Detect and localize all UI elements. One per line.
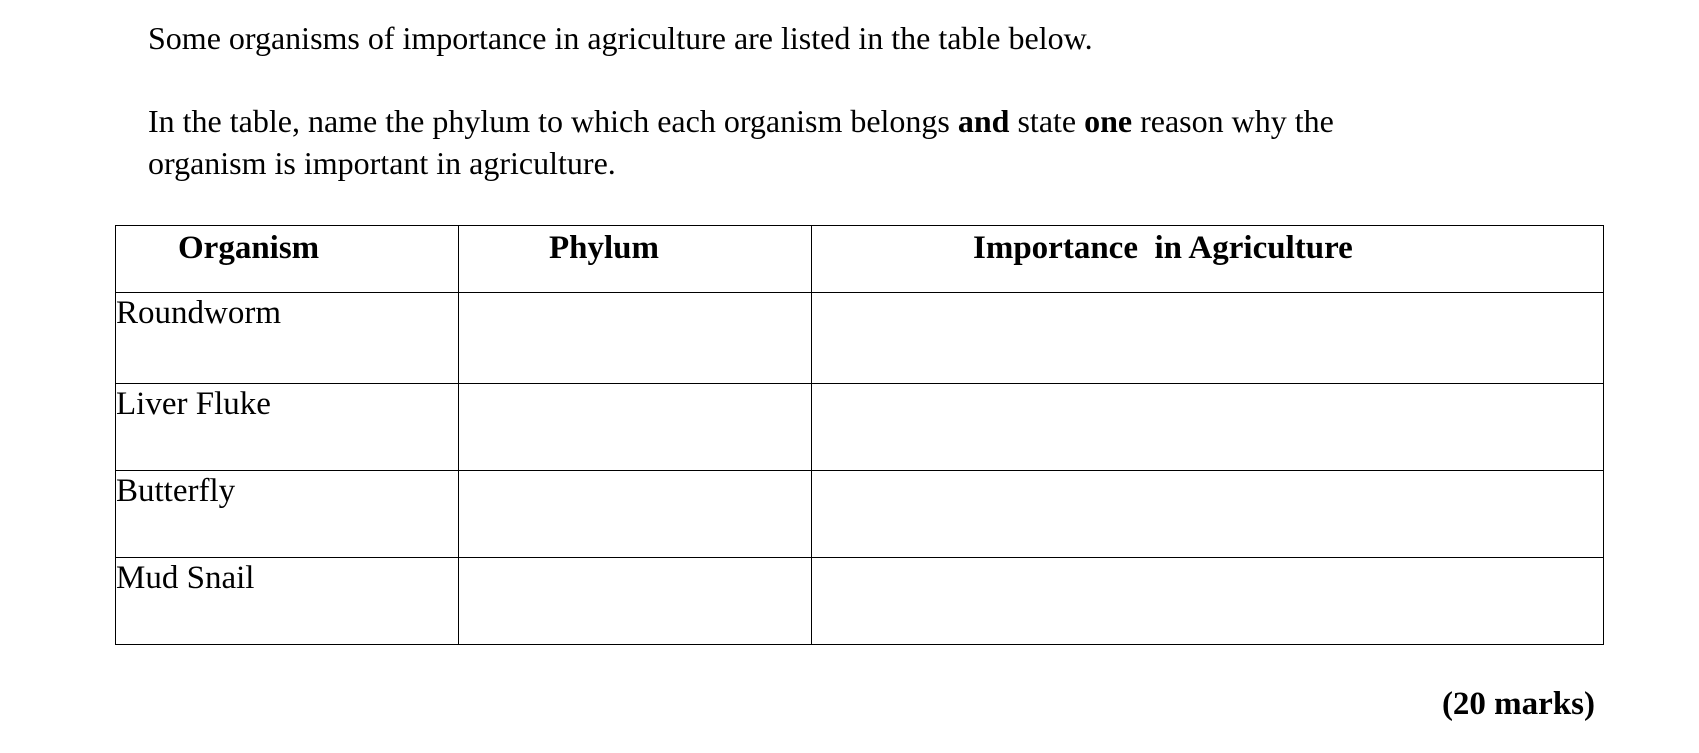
table-row: [116, 471, 1604, 558]
organism-cell: Roundworm: [116, 293, 459, 384]
marks-label: (20 marks): [1441, 686, 1595, 722]
phylum-answer-cell[interactable]: [459, 384, 812, 471]
table-row: [116, 558, 1604, 645]
intro-text: Some organisms of importance in agriculture are listed in the table below.: [148, 20, 1093, 56]
organism-cell: Mud Snail: [116, 558, 459, 645]
organism-cell: Liver Fluke: [116, 384, 459, 471]
header-importance: Importance in Agriculture: [812, 226, 1604, 293]
phylum-answer-cell[interactable]: [459, 293, 812, 384]
organism-cell: Butterfly: [116, 471, 459, 558]
phylum-answer-cell[interactable]: [459, 558, 812, 645]
table-row: [116, 384, 1604, 471]
instruction-text-b: state: [1009, 103, 1085, 139]
organism-table: [115, 225, 1604, 645]
phylum-answer-cell[interactable]: [459, 471, 812, 558]
instruction-line-1: [148, 101, 1334, 141]
importance-answer-cell[interactable]: [812, 384, 1604, 471]
instruction-line-2: organism is important in agriculture.: [148, 145, 616, 181]
table-header-row: [116, 226, 1604, 293]
instruction-bold-and: and: [957, 103, 1010, 139]
importance-answer-cell[interactable]: [812, 293, 1604, 384]
header-phylum: Phylum: [459, 226, 812, 293]
importance-answer-cell[interactable]: [812, 558, 1604, 645]
importance-answer-cell[interactable]: [812, 471, 1604, 558]
header-organism: Organism: [116, 226, 459, 293]
table-row: [116, 293, 1604, 384]
instruction-text-c: reason why the: [1132, 103, 1334, 139]
instruction-bold-one: one: [1084, 103, 1133, 139]
instruction-text-a: In the table, name the phylum to which each organism belongs: [148, 103, 958, 139]
